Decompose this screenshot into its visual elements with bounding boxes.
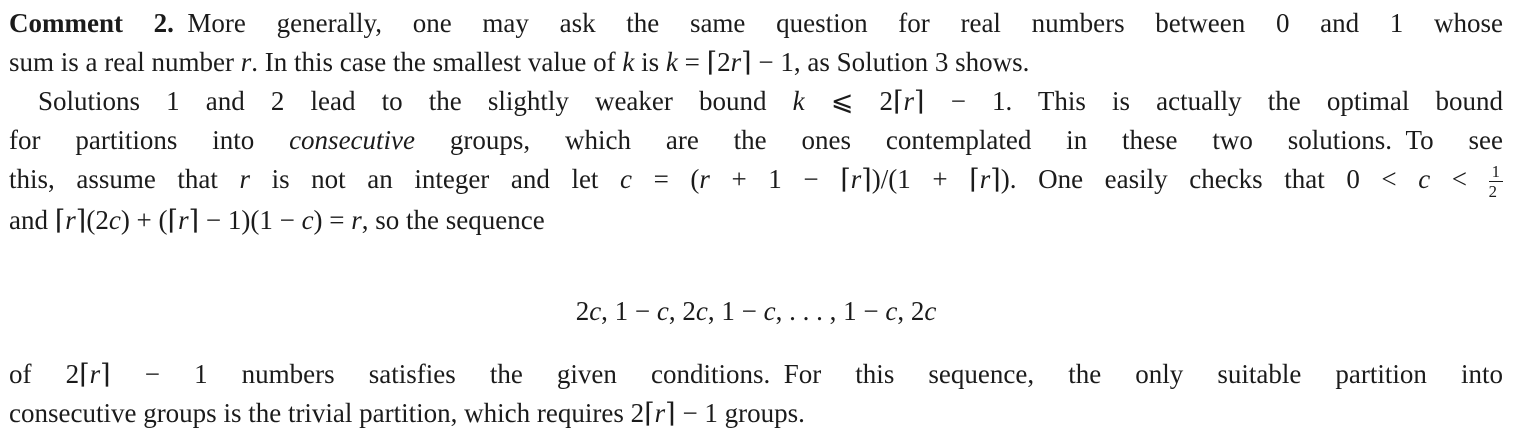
text-run: Solutions 1 and 2 lead to the slightly weaker bound	[38, 86, 793, 116]
text-line-4	[9, 121, 1503, 160]
text-run: <	[1430, 164, 1489, 194]
text-run: ⌉ − 1)(1 −	[188, 204, 302, 235]
text-run: , 2	[668, 295, 696, 326]
text-run: , 1 −	[707, 295, 764, 326]
text-run: this, assume that	[9, 164, 240, 194]
text-run: r	[850, 164, 862, 194]
text-run: r	[699, 164, 710, 194]
text-line-5	[9, 160, 1503, 201]
text-run: r	[903, 86, 915, 116]
text-run: Comment 2.	[9, 8, 174, 38]
text-run: r	[654, 397, 666, 428]
text-run: groups, which are the ones contemplated in these two solutions. To see	[415, 125, 1503, 155]
text-run: c	[1418, 164, 1431, 194]
text-run: c	[695, 295, 708, 326]
text-run: is	[634, 47, 666, 77]
text-run: for partitions into	[9, 125, 290, 155]
text-run: , . . . , 1 −	[775, 295, 886, 326]
text-run: consecutive groups is the trivial partition, which requires 2⌈	[9, 397, 655, 428]
text-run: c	[656, 295, 669, 326]
display-equation	[9, 292, 1503, 331]
text-run: ⩽ 2⌈	[804, 86, 904, 116]
text-run: c	[763, 295, 776, 326]
text-run: = ⌈2	[677, 47, 731, 77]
text-run: r	[351, 204, 362, 235]
text-run: + 1 − ⌈	[709, 164, 851, 194]
text-run: c	[108, 204, 121, 235]
text-run: ⌉)/(1 + ⌈	[861, 164, 980, 194]
text-run: ⌉ − 1, as Solution 3 shows.	[741, 47, 1030, 77]
text-run: r	[65, 204, 76, 235]
text-line-6	[9, 201, 1503, 240]
text-run: . In this case the smallest value of	[251, 47, 623, 77]
text-line-7	[9, 355, 1503, 394]
text-run: c	[620, 164, 632, 194]
text-run: and ⌈	[9, 204, 66, 235]
text-run: k	[792, 86, 805, 116]
text-run: k	[665, 47, 678, 77]
text-run: consecutive	[289, 125, 416, 155]
text-run: of 2⌈	[9, 358, 90, 389]
text-run: c	[301, 204, 314, 235]
text-run: ) + (⌈	[120, 204, 179, 235]
text-run: sum is a real number	[9, 47, 241, 77]
text-run: r	[730, 47, 742, 77]
text-run: r	[979, 164, 991, 194]
text-run: ) =	[313, 204, 352, 235]
text-run: More generally, one may ask the same question for real numbers between 0 and 1 whose	[173, 8, 1503, 38]
text-run: ⌉(2	[75, 204, 109, 235]
text-run: c	[924, 295, 937, 326]
text-line-2	[9, 43, 1503, 82]
text-line-3	[9, 82, 1503, 121]
fraction-one-half: $\frac{1}{2}$	[1489, 163, 1503, 201]
text-run: ⌉ − 1. This is actually the optimal bound	[914, 86, 1503, 116]
text-line-1	[9, 4, 1503, 43]
text-run: r	[240, 47, 252, 77]
text-run: is not an integer and let	[250, 164, 621, 194]
text-run: , 1 −	[601, 295, 657, 326]
text-run: r	[239, 164, 250, 194]
text-line-8	[9, 394, 1503, 433]
text-run: , 2	[897, 295, 925, 326]
text-run: , so the sequence	[361, 204, 545, 235]
text-run: 2	[575, 295, 590, 326]
text-run: c	[589, 295, 602, 326]
text-run: k	[622, 47, 635, 77]
text-run: = (	[632, 164, 700, 194]
text-run: r	[178, 204, 189, 235]
text-run: ⌉ − 1 numbers satisfies the given conditions. For this sequence, the only suitable partition into	[100, 358, 1504, 389]
text-run: ⌉). One easily checks that 0 <	[990, 164, 1419, 194]
text-run: c	[885, 295, 898, 326]
text-run: ⌉ − 1 groups.	[665, 397, 805, 428]
text-run: r	[89, 358, 101, 389]
